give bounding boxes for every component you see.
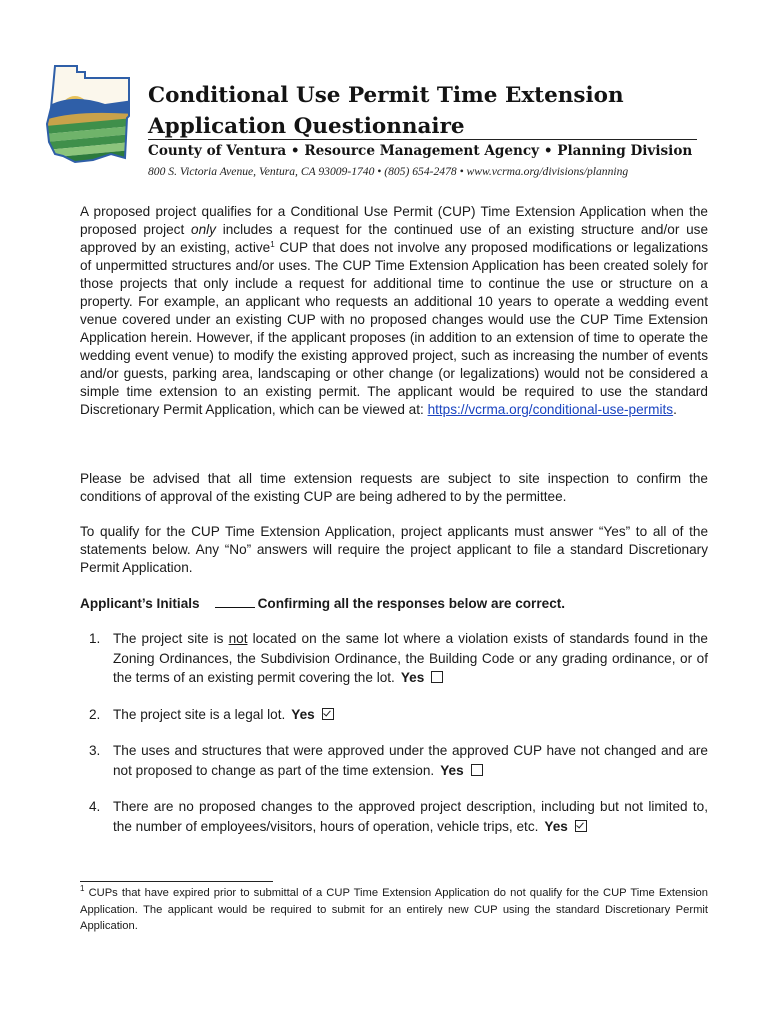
- intro-paragraph: [80, 203, 708, 419]
- statement-text: There are no proposed changes to the approved project description, including but not limited to, the number of employees/visitors, hours of operation, vehicle trips, etc.: [113, 799, 708, 834]
- statement-emphasis: not: [228, 631, 248, 646]
- statement-item: [80, 741, 708, 780]
- initials-field[interactable]: [215, 596, 255, 608]
- yes-label: Yes: [400, 670, 425, 685]
- footnote-mark: 1: [80, 884, 85, 893]
- title-divider: [148, 139, 697, 140]
- intro-end-period: .: [673, 402, 677, 417]
- ventura-county-map-icon: [45, 64, 133, 168]
- yes-label: Yes: [544, 818, 568, 834]
- statement-text-cont: located on the same lot where a violation exists of standards found in the Zoning Ordinances, the Subdivision Ordinance, the Building Code or any grading ordinance, or of the terms of an existing permit covering the lot.: [113, 631, 708, 685]
- county-logo: [45, 64, 133, 168]
- applicant-initials-row: [80, 596, 565, 611]
- agency-address: 800 S. Victoria Avenue, Ventura, CA 93009-1740 • (805) 654-2478 • www.vcrma.org/divisions/planning: [148, 165, 629, 178]
- statement-number: 4.: [89, 799, 101, 814]
- yes-label: Yes: [440, 762, 464, 778]
- statement-number: 1.: [89, 631, 101, 646]
- statement-text: The project site is a legal lot.: [113, 706, 286, 722]
- intro-text-a: A proposed project qualifies for a Conditional Use Permit (CUP) Time Extension Application when the proposed project: [80, 204, 708, 237]
- footnote-divider: [80, 881, 273, 882]
- inspection-notice: Please be advised that all time extension requests are subject to site inspection to confirm the conditions of approval of the existing CUP are being adhered to by the permittee.: [80, 471, 708, 504]
- footnote: [80, 885, 708, 935]
- statement-item: [80, 705, 708, 725]
- yes-checkbox[interactable]: [471, 764, 483, 776]
- statement-text: The uses and structures that were approved under the approved CUP have not changed and are not proposed to change as part of the time extension.: [113, 743, 708, 778]
- yes-label: Yes: [291, 706, 315, 722]
- initials-label: Applicant’s Initials: [80, 596, 200, 611]
- agency-subtitle: County of Ventura • Resource Management Agency • Planning Division: [148, 143, 693, 159]
- statements-list: [80, 629, 708, 853]
- yes-checkbox[interactable]: [575, 820, 587, 832]
- intro-text-b: includes a request for the continued use of an existing structure and/or use approved by an existing, active: [80, 222, 709, 255]
- initials-confirm-text: Confirming all the responses below are correct.: [257, 596, 566, 611]
- statement-item: [80, 797, 708, 836]
- footnote-text: CUPs that have expired prior to submittal of a CUP Time Extension Application do not qualify for the CUP Time Extension Application. The applicant would be required to submit for an entirely new CUP using the standard Discretionary Permit Application.: [80, 887, 708, 932]
- page-title: Conditional Use Permit Time Extension Application Questionnaire: [148, 83, 624, 139]
- discretionary-permit-link[interactable]: https://vcrma.org/conditional-use-permits: [427, 402, 674, 417]
- footnote-reference[interactable]: 1: [270, 240, 275, 249]
- statement-number: 2.: [89, 706, 101, 722]
- statement-number: 3.: [89, 743, 101, 758]
- qualification-instructions: To qualify for the CUP Time Extension Application, project applicants must answer “Yes” to all of the statements below. Any “No” answers will require the project applicant to file a standard Discretionary Permit Application.: [80, 524, 708, 575]
- yes-checkbox[interactable]: [322, 708, 334, 720]
- statement-item: [80, 629, 708, 688]
- intro-only-emphasis: only: [191, 222, 216, 237]
- yes-checkbox[interactable]: [431, 671, 443, 683]
- intro-text-c: CUP that does not involve any proposed modifications or legalizations of unpermitted structures and/or uses. The CUP Time Extension Application has been created solely for those projects that only include a request for additional time to continue the use or structure on a property. For example, an applicant who requests an additional 10 years to operate a wedding event venue covered under an existing CUP with no proposed changes would use the CUP Time Extension Application herein. However, if the applicant proposes (in addition to an extension of time to operate the wedding event venue) to modify the existing approved project, such as increasing the number of events and/or guests, parking area, landscaping or other change (or legalizations) would not be considered a simple time extension to an existing permit. The applicant would be required to use the standard Discretionary Permit Application, which can be viewed at:: [80, 240, 708, 417]
- statement-text: The project site is: [113, 631, 224, 646]
